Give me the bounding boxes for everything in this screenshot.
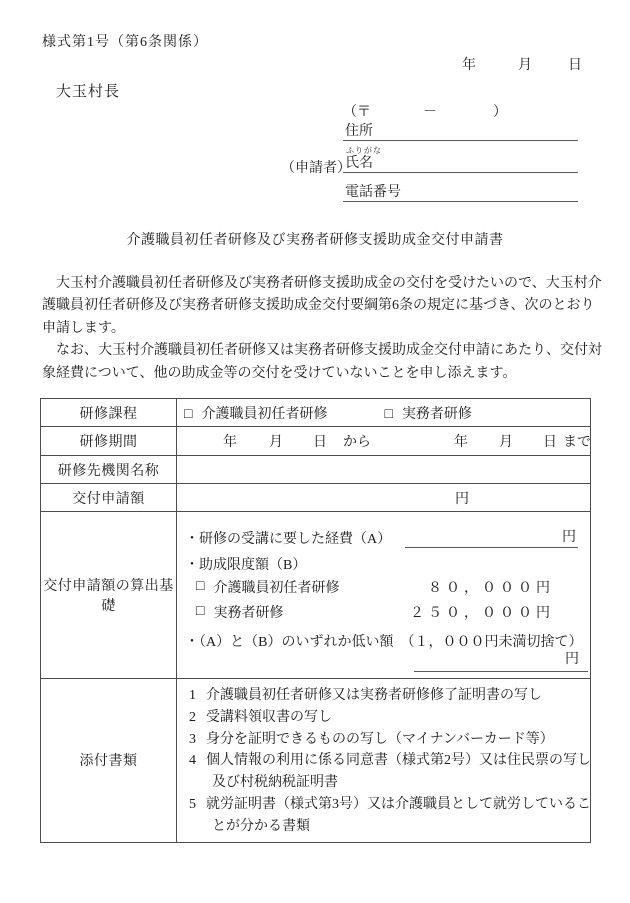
name-field[interactable] [343, 154, 578, 173]
phone-field[interactable] [343, 183, 578, 202]
course-option-practical[interactable] [384, 403, 471, 423]
expense-line [185, 523, 578, 549]
institution-row-label: 研修先機関名称 [41, 456, 177, 484]
to-suffix: まで [563, 435, 591, 450]
expense-unit: 円 [562, 530, 576, 546]
calculation-row-label: 交付申請額の算出基 礎 [41, 512, 177, 679]
institution-row [41, 456, 591, 484]
course-row-label: 研修課程 [41, 399, 177, 427]
limit-option-practical-label: 実務者研修 [213, 606, 284, 622]
date-line [462, 54, 582, 74]
lower-amount-line: ・（A）と（B）のいずれか低い額 （１，０００円未満切捨て） [185, 634, 583, 650]
attachment-item-continuation: 及び村税納税証明書 [212, 775, 338, 791]
from-day-label: 日 [313, 435, 327, 450]
attachment-item: 3 身分を証明できるものの写し（マイナンバーカード等） [189, 731, 554, 747]
period-row [41, 427, 591, 456]
limit-option-beginner-amount: ８０，０００円 [428, 580, 554, 596]
applicant-label: （申請者） [281, 161, 351, 176]
to-year-label: 年 [454, 435, 468, 450]
body-text [42, 273, 602, 385]
result-amount-field[interactable] [414, 651, 588, 672]
attachment-item: 4 個人情報の利用に係る同意書（様式第2号）又は住民票の写し [189, 753, 591, 769]
from-month-label: 月 [269, 435, 283, 450]
furigana-label: ふりがな [346, 146, 382, 155]
from-year-label: 年 [223, 435, 237, 450]
name-label: 氏名 [345, 156, 373, 171]
postal-mark: （〒 [343, 105, 371, 120]
limit-line [185, 548, 578, 574]
application-table [40, 398, 591, 843]
limit-option-practical[interactable] [185, 600, 578, 626]
limit-option-beginner[interactable] [185, 574, 578, 600]
checkbox-icon[interactable]: □ [384, 406, 393, 422]
attachments-row [41, 679, 591, 843]
course-option-practical-label: 実務者研修 [401, 406, 472, 422]
limit-label: ・助成限度額（B） [185, 557, 307, 573]
body-line: 申請します。 [42, 320, 125, 336]
body-line: 大玉村介護職員初任者研修及び実務者研修支援助成金の交付を受けたいので、大玉村介 [42, 276, 602, 291]
attachment-item: 1 介護職員初任者研修又は実務者研修修了証明書の写し [189, 688, 542, 703]
checkbox-icon[interactable]: □ [196, 604, 205, 620]
attachment-item-continuation: とが分かる書類 [212, 818, 310, 834]
document-title: 介護職員初任者研修及び実務者研修支援助成金交付申請書 [126, 233, 504, 248]
amount-row-label: 交付申請額 [41, 484, 177, 512]
course-option-beginner[interactable] [184, 403, 327, 423]
amount-unit: 円 [455, 491, 469, 507]
course-row [41, 399, 591, 427]
body-line: 護職員初任者研修及び実務者研修支援助成金交付要綱第6条の規定に基づき、次のとおり [42, 298, 595, 314]
result-unit: 円 [565, 651, 579, 667]
checkbox-icon[interactable]: □ [196, 578, 205, 594]
month-label: 月 [518, 58, 532, 73]
attachment-item: 5 就労証明書（様式第3号）又は介護職員として就労しているこ [189, 796, 591, 812]
calculation-row [41, 512, 591, 679]
postal-dash: － [423, 105, 437, 120]
postal-close: ） [493, 105, 507, 120]
day-label: 日 [568, 58, 582, 73]
form-number: 様式第1号（第6条関係） [42, 35, 208, 50]
attachment-item: 2 受講料領収書の写し [189, 709, 332, 725]
period-row-label: 研修期間 [41, 427, 177, 456]
amount-row [41, 484, 591, 512]
address-field[interactable] [343, 122, 578, 141]
expense-label: ・研修の受講に要した経費（A） [185, 532, 392, 548]
addressee: 大玉村長 [56, 84, 121, 100]
to-month-label: 月 [499, 435, 513, 450]
amount-field[interactable] [177, 484, 591, 512]
period-field[interactable] [177, 431, 590, 451]
checkbox-icon[interactable]: □ [184, 406, 193, 422]
course-option-beginner-label: 介護職員初任者研修 [201, 406, 328, 422]
expense-amount-field[interactable] [405, 529, 578, 548]
phone-label: 電話番号 [345, 185, 401, 200]
body-line: 象経費について、他の助成金等の交付を受けていないことを申し添えます。 [42, 365, 517, 381]
attachments-row-label: 添付書類 [41, 679, 177, 843]
from-suffix: から [343, 435, 371, 450]
limit-option-practical-amount: ２５０，０００円 [410, 606, 554, 622]
address-label: 住所 [345, 124, 373, 139]
institution-field[interactable] [177, 456, 591, 484]
limit-option-beginner-label: 介護職員初任者研修 [213, 580, 340, 596]
year-label: 年 [462, 58, 476, 73]
to-day-label: 日 [543, 435, 557, 450]
postal-code-field[interactable] [343, 101, 507, 121]
body-line: なお、大玉村介護職員初任者研修又は実務者研修支援助成金交付申請にあたり、交付対 [42, 343, 602, 359]
